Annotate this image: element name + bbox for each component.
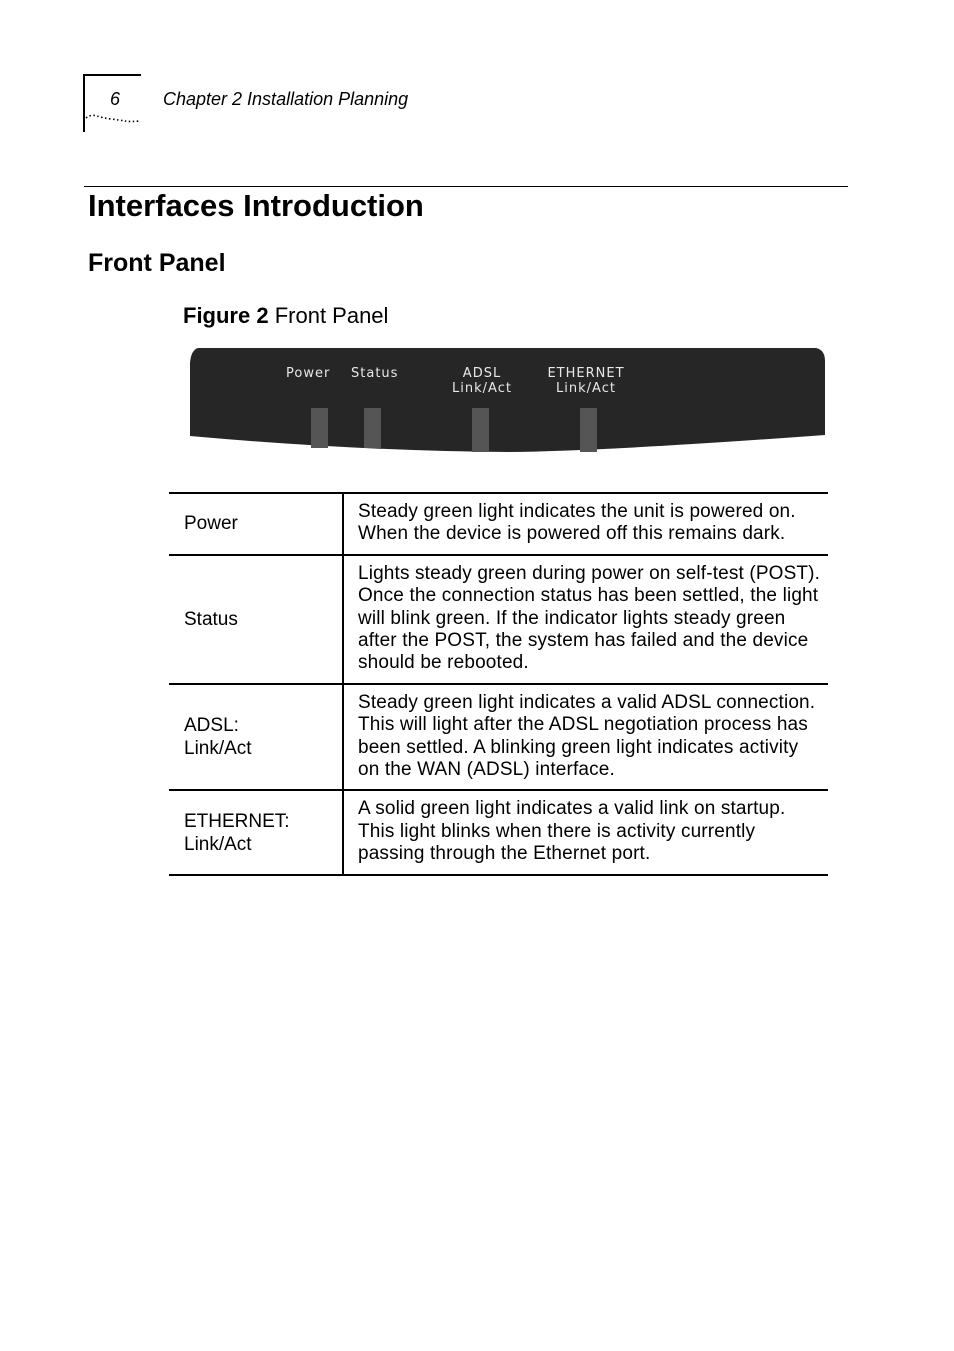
section-title: Interfaces Introduction <box>88 188 424 223</box>
status-led <box>364 408 381 448</box>
table-row <box>169 790 828 874</box>
front-panel-body <box>188 345 828 457</box>
figure-label: Figure 2 <box>183 303 269 328</box>
indicator-description: A solid green light indicates a valid link on startup. This light blinks when there is activity currently passing through the Ethernet port. <box>343 790 828 874</box>
table-row <box>169 493 828 555</box>
panel-label-ethernet-line1: ETHERNET <box>547 366 625 381</box>
panel-label-status: Status <box>351 366 399 381</box>
figure-title: Front Panel <box>274 303 389 328</box>
indicator-description: Lights steady green during power on self-test (POST). Once the connection status has been settled, the light will blink green. If the indicator lights steady green after the POST, the system has failed and the device should be rebooted. <box>343 555 828 684</box>
indicator-name-line: Link/Act <box>184 833 252 855</box>
indicator-table-body <box>169 493 828 875</box>
panel-label-adsl-line1: ADSL <box>462 366 502 381</box>
panel-label-adsl <box>452 366 512 396</box>
table-row <box>169 555 828 684</box>
ethernet-led <box>580 408 597 452</box>
front-panel-figure <box>188 345 828 457</box>
indicator-table <box>169 492 828 876</box>
indicator-name <box>169 684 343 791</box>
indicator-description: Steady green light indicates a valid ADSL connection. This will light after the ADSL negotiation process has been settled. A blinking green light indicates activity on the WAN (ADSL) interface. <box>343 684 828 791</box>
table-row <box>169 684 828 791</box>
indicator-name-line: ETHERNET: <box>184 810 290 832</box>
indicator-name-line: Link/Act <box>184 738 252 760</box>
adsl-led <box>472 408 489 452</box>
panel-label-adsl-line2: Link/Act <box>452 381 512 396</box>
indicator-name-line: Status <box>184 608 238 630</box>
panel-label-ethernet <box>543 366 629 396</box>
indicator-name <box>169 493 343 555</box>
power-led <box>311 408 328 448</box>
indicator-name <box>169 790 343 874</box>
indicator-description: Steady green light indicates the unit is powered on. When the device is powered off this remains dark. <box>343 493 828 555</box>
panel-label-power: Power <box>286 366 331 381</box>
subsection-title: Front Panel <box>88 249 226 277</box>
section-rule <box>84 186 848 187</box>
indicator-name-line: ADSL: <box>184 715 239 737</box>
indicator-name <box>169 555 343 684</box>
panel-label-ethernet-line2: Link/Act <box>556 381 616 396</box>
running-head: Chapter 2 Installation Planning <box>163 89 409 109</box>
figure-caption <box>183 303 388 329</box>
indicator-name-line: Power <box>184 513 238 535</box>
page-number: 6 <box>110 89 121 109</box>
